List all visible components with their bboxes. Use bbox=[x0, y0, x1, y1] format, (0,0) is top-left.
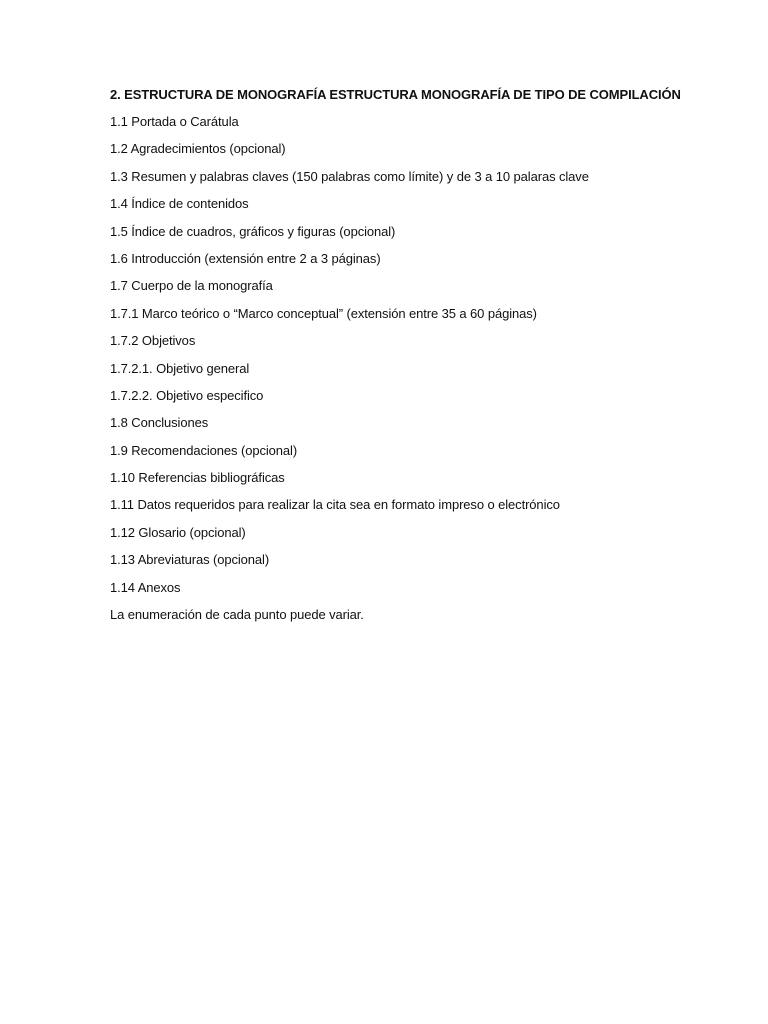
list-item-objetivos: 1.7.2 Objetivos bbox=[110, 333, 196, 349]
list-item-conclusiones: 1.8 Conclusiones bbox=[110, 415, 209, 431]
list-item-agradecimientos: 1.2 Agradecimientos (opcional) bbox=[110, 141, 286, 157]
list-item-objetivo-general: 1.7.2.1. Objetivo general bbox=[110, 360, 250, 376]
list-item-indice-contenidos: 1.4 Índice de contenidos bbox=[110, 196, 249, 212]
list-item-referencias: 1.10 Referencias bibliográficas bbox=[110, 470, 285, 486]
section-heading: 2. ESTRUCTURA DE MONOGRAFÍA ESTRUCTURA MONOGRAFÍA DE TIPO DE COMPILACIÓN bbox=[110, 87, 681, 102]
list-item-objetivo-especifico: 1.7.2.2. Objetivo especifico bbox=[110, 387, 264, 403]
list-item-glosario: 1.12 Glosario (opcional) bbox=[110, 524, 246, 540]
list-item-indice-cuadros: 1.5 Índice de cuadros, gráficos y figuras (opcional) bbox=[110, 223, 396, 239]
list-item-marco-teorico: 1.7.1 Marco teórico o “Marco conceptual” (extensión entre 35 a 60 páginas) bbox=[110, 305, 537, 321]
list-item-cuerpo: 1.7 Cuerpo de la monografía bbox=[110, 278, 273, 294]
structure-list bbox=[110, 113, 730, 606]
footnote-text: La enumeración de cada punto puede variar. bbox=[110, 607, 364, 623]
list-item-resumen: 1.3 Resumen y palabras claves (150 palabras como límite) y de 3 a 10 palaras clave bbox=[110, 168, 589, 184]
list-item-anexos: 1.14 Anexos bbox=[110, 579, 181, 595]
list-item-recomendaciones: 1.9 Recomendaciones (opcional) bbox=[110, 442, 298, 458]
list-item-introduccion: 1.6 Introducción (extensión entre 2 a 3 páginas) bbox=[110, 250, 381, 266]
list-item-abreviaturas: 1.13 Abreviaturas (opcional) bbox=[110, 552, 270, 568]
document-content bbox=[110, 86, 730, 624]
list-item-portada: 1.1 Portada o Carátula bbox=[110, 114, 239, 129]
list-item-datos-cita: 1.11 Datos requeridos para realizar la cita sea en formato impreso o electrónico bbox=[110, 497, 560, 513]
